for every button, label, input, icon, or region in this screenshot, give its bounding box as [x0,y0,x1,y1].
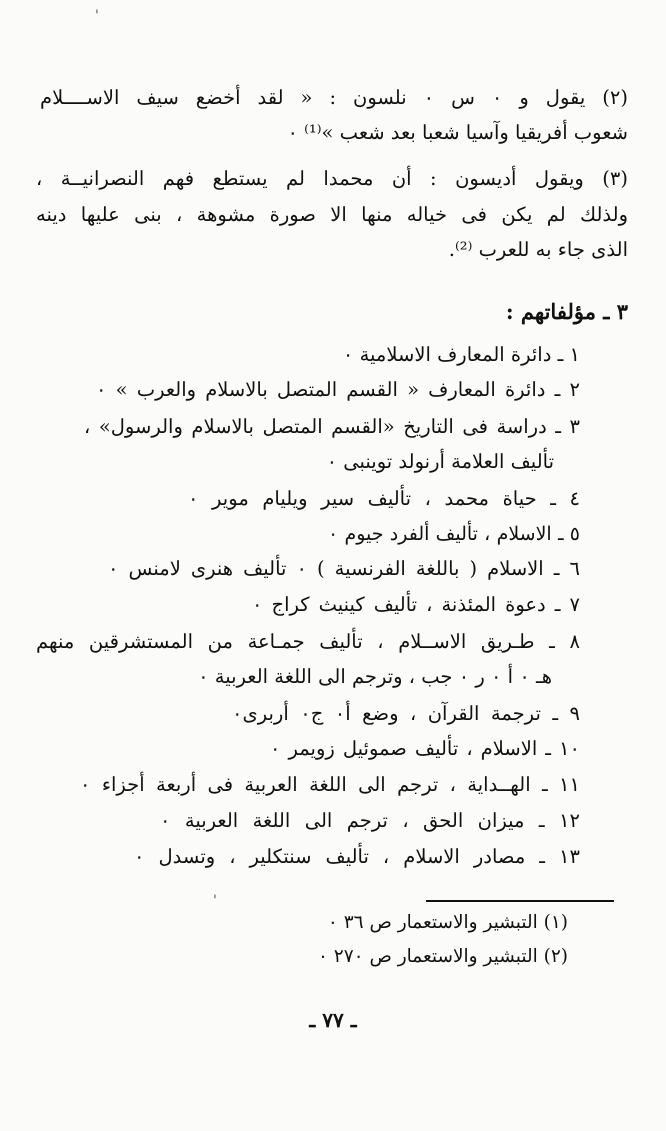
work-item-8-line-2: هـ ٠ أ ٠ ر ٠ جب ، وترجم الى اللغة العربية ٠ [198,665,552,688]
work-item-13: ١٣ ـ مصادر الاسلام ، تأليف سنتكلير ، وتسدل ٠ [134,845,580,868]
work-item-2: ٢ ـ دائرة المعارف « القسم المتصل بالاسلام والعرب » ٠ [96,378,580,401]
footnote-separator [426,900,614,902]
work-item-12: ١٢ ـ ميزان الحق ، ترجم الى اللغة العربية ٠ [160,809,580,832]
work-item-8-line-1: ٨ ـ طـريق الاســلام ، تأليف جمـاعة من المستشرقين منهم [36,630,580,653]
work-item-7: ٧ ـ دعوة المئذنة ، تأليف كينيث كراج ٠ [252,593,580,616]
work-item-10: ١٠ ـ الاسلام ، تأليف صموئيل زويمر ٠ [270,737,580,760]
work-item-6: ٦ ـ الاسلام ( باللغة الفرنسية ) ٠ تأليف هنرى لامنس ٠ [108,557,580,580]
quote-3-line-1: (٣) ويقول أديسون : أن محمدا لم يستطع فهم النصرانيــة ، [36,167,628,190]
quote-2-line-2: شعوب أفريقيا وآسيا شعبا بعد شعب »⁽¹⁾ ٠ [287,121,628,144]
stray-mark: ' [95,8,99,24]
work-item-11: ١١ ـ الهــداية ، ترجم الى اللغة العربية فى أربعة أجزاء ٠ [80,773,580,796]
work-item-3-line-1: ٣ ـ دراسة فى التاريخ «القسم المتصل بالاسلام والرسول» ، [84,415,580,438]
work-item-5: ٥ ـ الاسلام ، تأليف ألفرد جيوم ٠ [328,523,580,545]
section-heading: ٣ ـ مؤلفاتهم : [505,299,628,324]
footnote-1: (١) التبشير والاستعمار ص ٣٦ ٠ [327,912,568,933]
work-item-4: ٤ ـ حياة محمد ، تأليف سير ويليام موير ٠ [188,487,580,510]
quote-3-line-3: الذى جاء به للعرب ⁽²⁾. [448,238,628,261]
quote-2-line-1: (٢) يقول و ٠ س ٠ نلسون : « لقد أخضع سيف الاســــلام [40,86,628,109]
work-item-1: ١ ـ دائرة المعارف الاسلامية ٠ [342,343,580,366]
quote-3-line-2: ولذلك لم يكن فى خياله منها الا صورة مشوهة ، بنى عليها دينه [36,203,628,226]
work-item-3-line-2: تأليف العلامة أرنولد توينبى ٠ [326,450,554,473]
footnote-2: (٢) التبشير والاستعمار ص ٢٧٠ ٠ [317,946,568,967]
page-number: ـ ٧٧ ـ [309,1008,357,1032]
work-item-9: ٩ ـ ترجمة القرآن ، وضع أ٠ ج٠ أربرى٠ [232,702,580,725]
stray-mark: ' [213,893,217,909]
